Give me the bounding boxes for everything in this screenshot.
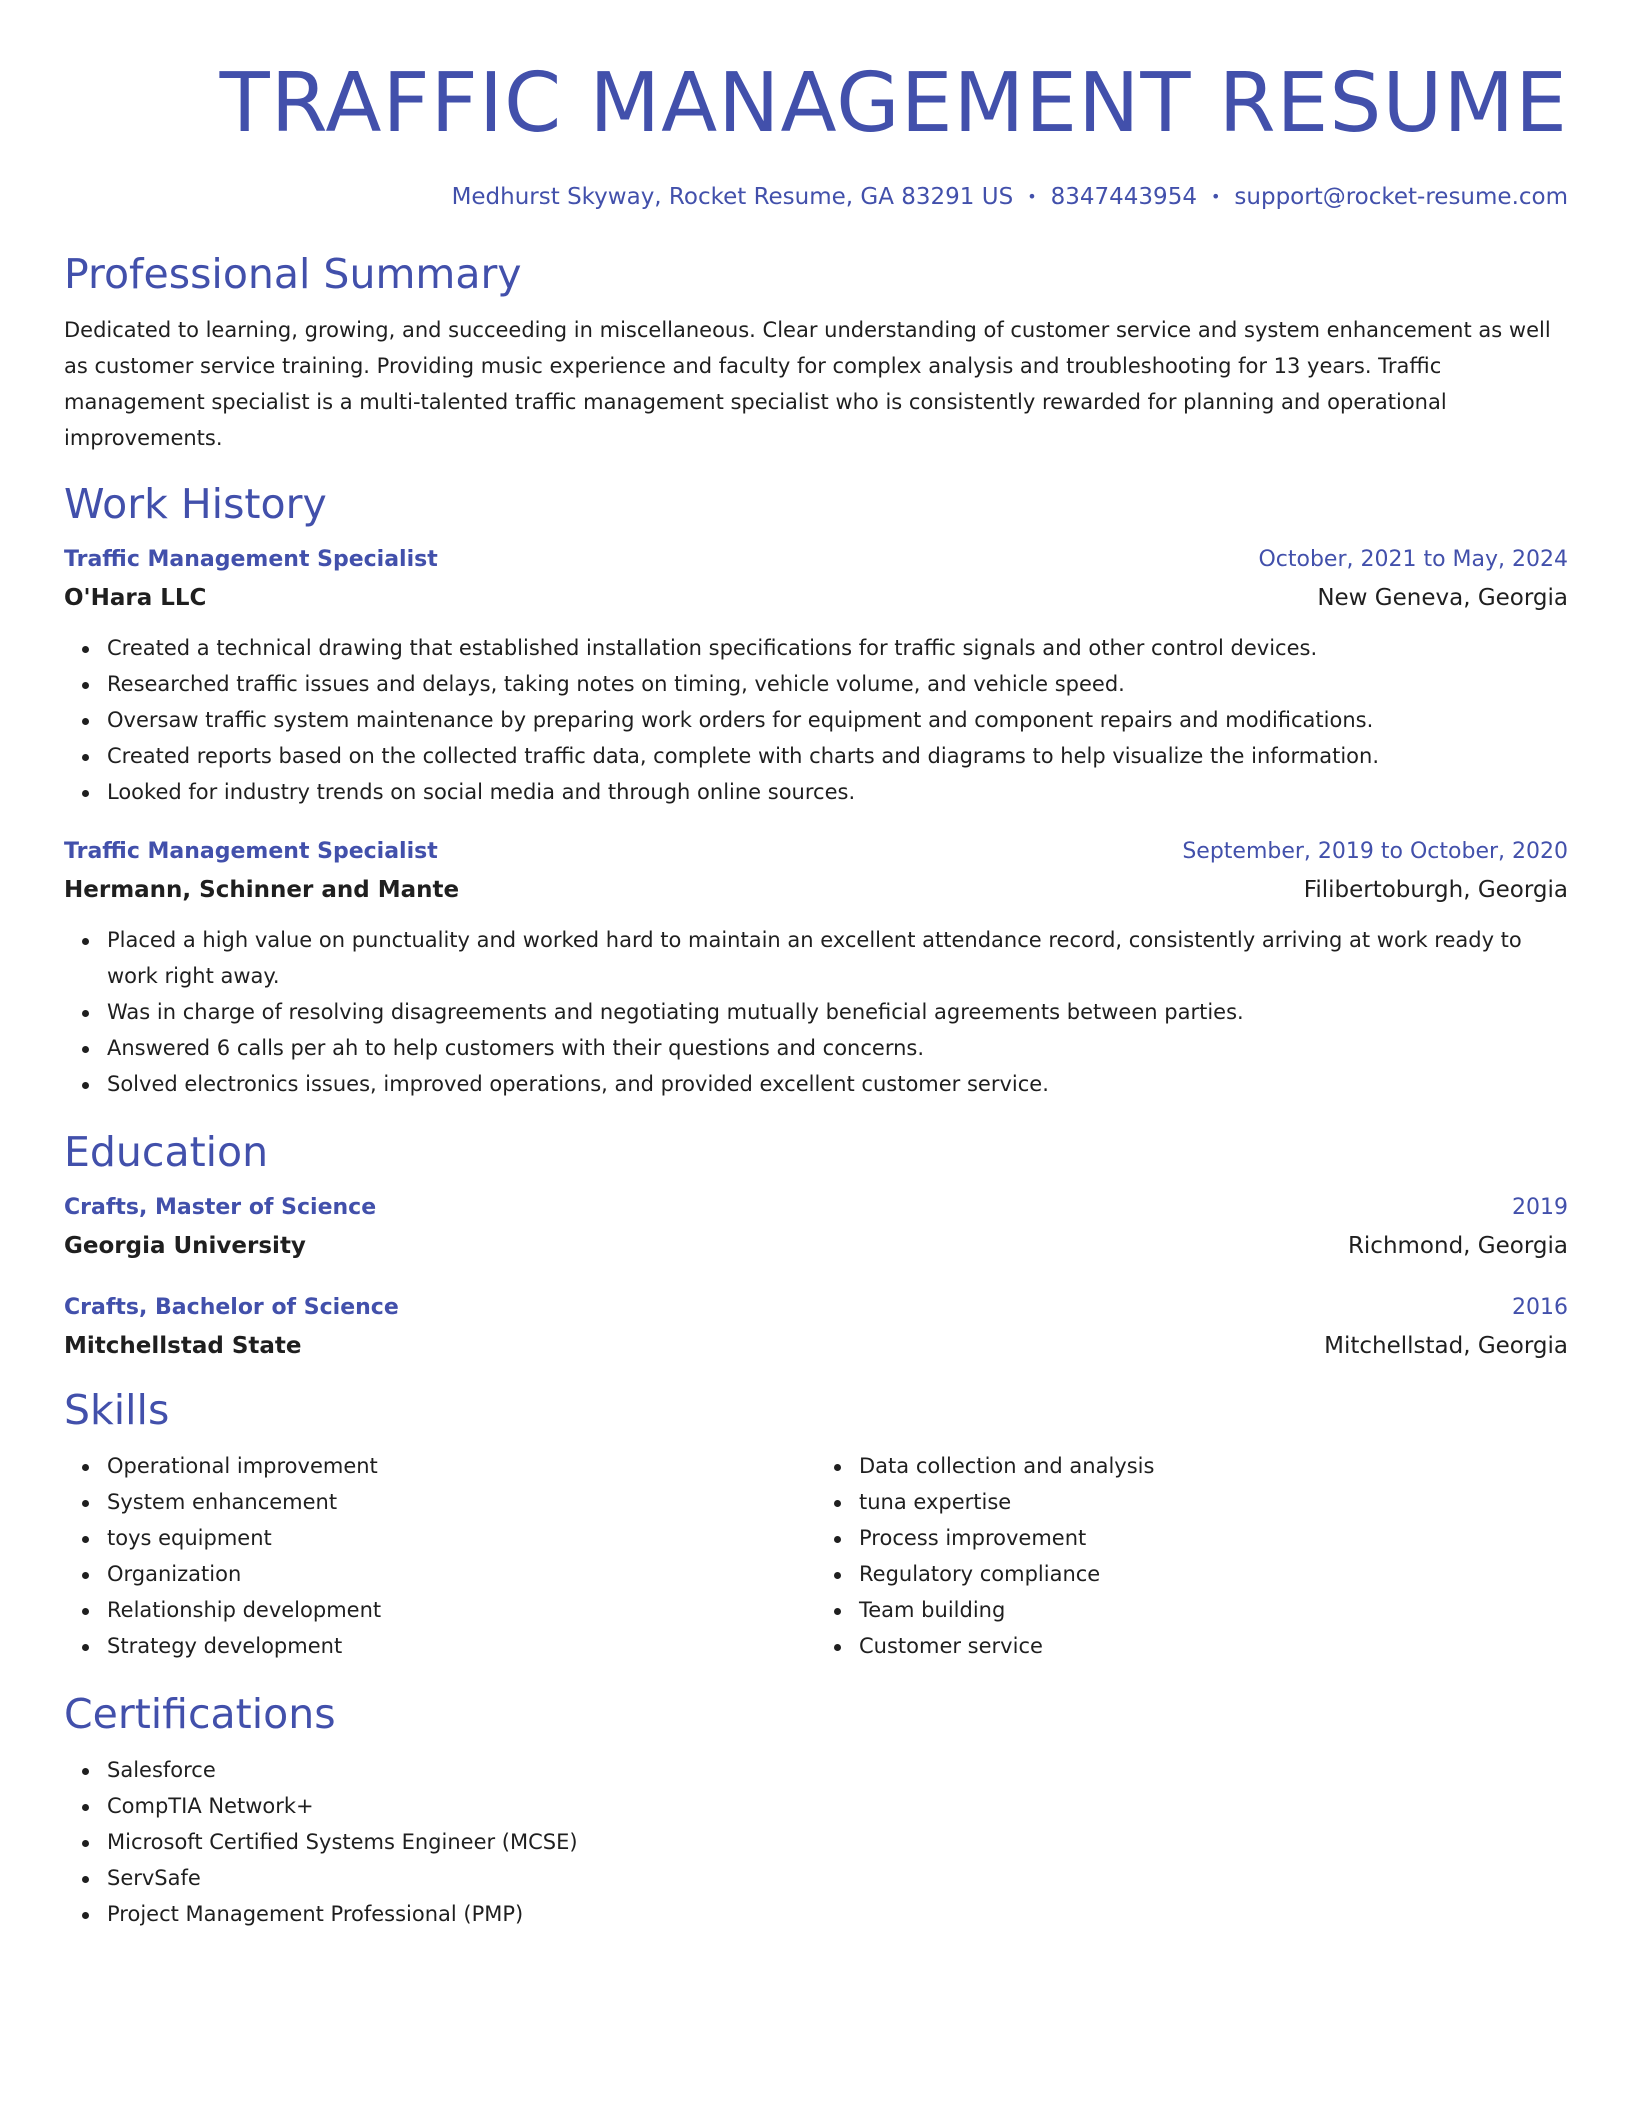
skill-item: Relationship development [107,1592,816,1628]
contact-phone: 8347443954 [1050,184,1197,210]
summary-heading: Professional Summary [64,250,522,298]
job-bullet: Oversaw traffic system maintenance by preparing work orders for equipment and component repairs and modifications. [107,702,1568,738]
resume-title: TRAFFIC MANAGEMENT RESUME [219,56,1568,151]
job-company: Hermann, Schinner and Mante [64,877,460,903]
job-entry [64,544,1568,810]
education-heading: Education [64,1128,269,1176]
skill-item: Customer service [859,1628,1568,1664]
job-title: Traffic Management Specialist [64,839,438,864]
skill-item: tuna expertise [859,1484,1568,1520]
summary-text: Dedicated to learning, growing, and succeeding in miscellaneous. Clear understanding of customer service and system enhancement as well as customer service training. Providing music experience and faculty for complex analysis and troubleshooting for 13 years. Traffic management specialist is a multi-talented traffic management specialist who is consistently rewarded for planning and operational improvements. [64,318,1551,450]
certifications-section [64,1690,1568,1932]
contact-email: support@rocket-resume.com [1234,184,1568,210]
job-bullet: Placed a high value on punctuality and worked hard to maintain an excellent attendance record, consistently arriving at work ready to work right away. [107,922,1568,994]
degree-year: 2016 [1512,1295,1568,1320]
skill-item: Team building [859,1592,1568,1628]
job-bullet: Created reports based on the collected traffic data, complete with charts and diagrams to help visualize the information. [107,738,1568,774]
school-name: Georgia University [64,1233,306,1259]
skill-item: toys equipment [107,1520,816,1556]
job-bullet: Looked for industry trends on social media and through online sources. [107,774,1568,810]
job-entry [64,836,1568,1102]
skill-item: Organization [107,1556,816,1592]
school-location: Mitchellstad, Georgia [1324,1333,1568,1359]
skill-item: Strategy development [107,1628,816,1664]
skill-item: Operational improvement [107,1448,816,1484]
education-entry [64,1292,1568,1362]
job-bullets [64,922,1568,1102]
job-location: New Geneva, Georgia [1317,585,1568,611]
job-title: Traffic Management Specialist [64,547,438,572]
certification-item: Microsoft Certified Systems Engineer (MCSE) [107,1824,1568,1860]
school-name: Mitchellstad State [64,1333,302,1359]
job-bullet: Was in charge of resolving disagreements and negotiating mutually beneficial agreements between parties. [107,994,1568,1030]
job-location: Filibertoburgh, Georgia [1303,877,1568,903]
summary-section [64,250,1568,456]
contact-separator: • [1210,187,1221,206]
work-section [64,480,1568,1102]
certification-item: CompTIA Network+ [107,1788,1568,1824]
certification-item: Project Management Professional (PMP) [107,1896,1568,1932]
skill-item: System enhancement [107,1484,816,1520]
degree-title: Crafts, Master of Science [64,1195,377,1220]
school-location: Richmond, Georgia [1347,1233,1568,1259]
skills-grid [64,1448,1568,1664]
contact-line [64,182,1568,212]
skill-item: Data collection and analysis [859,1448,1568,1484]
skills-list-left [64,1448,816,1664]
job-dates: September, 2019 to October, 2020 [1182,839,1568,864]
certification-item: ServSafe [107,1860,1568,1896]
job-bullet: Created a technical drawing that established installation specifications for traffic signals and other control devices. [107,630,1568,666]
skills-list-right [816,1448,1568,1664]
skills-section [64,1386,1568,1664]
job-company: O'Hara LLC [64,585,207,611]
certification-item: Salesforce [107,1752,1568,1788]
skills-heading: Skills [64,1386,170,1434]
job-dates: October, 2021 to May, 2024 [1258,547,1568,572]
skill-item: Regulatory compliance [859,1556,1568,1592]
contact-separator: • [1027,187,1037,206]
degree-year: 2019 [1512,1195,1568,1220]
education-entry [64,1192,1568,1262]
contact-address: Medhurst Skyway, Rocket Resume, GA 83291 US [451,184,1014,210]
work-heading: Work History [64,480,327,528]
job-bullet: Solved electronics issues, improved operations, and provided excellent customer service. [107,1066,1568,1102]
job-bullets [64,630,1568,810]
certifications-heading: Certifications [64,1690,336,1738]
degree-title: Crafts, Bachelor of Science [64,1295,399,1320]
job-bullet: Researched traffic issues and delays, taking notes on timing, vehicle volume, and vehicle speed. [107,666,1568,702]
job-bullet: Answered 6 calls per ah to help customers with their questions and concerns. [107,1030,1568,1066]
skill-item: Process improvement [859,1520,1568,1556]
education-section [64,1128,1568,1362]
certifications-list [64,1752,1568,1932]
